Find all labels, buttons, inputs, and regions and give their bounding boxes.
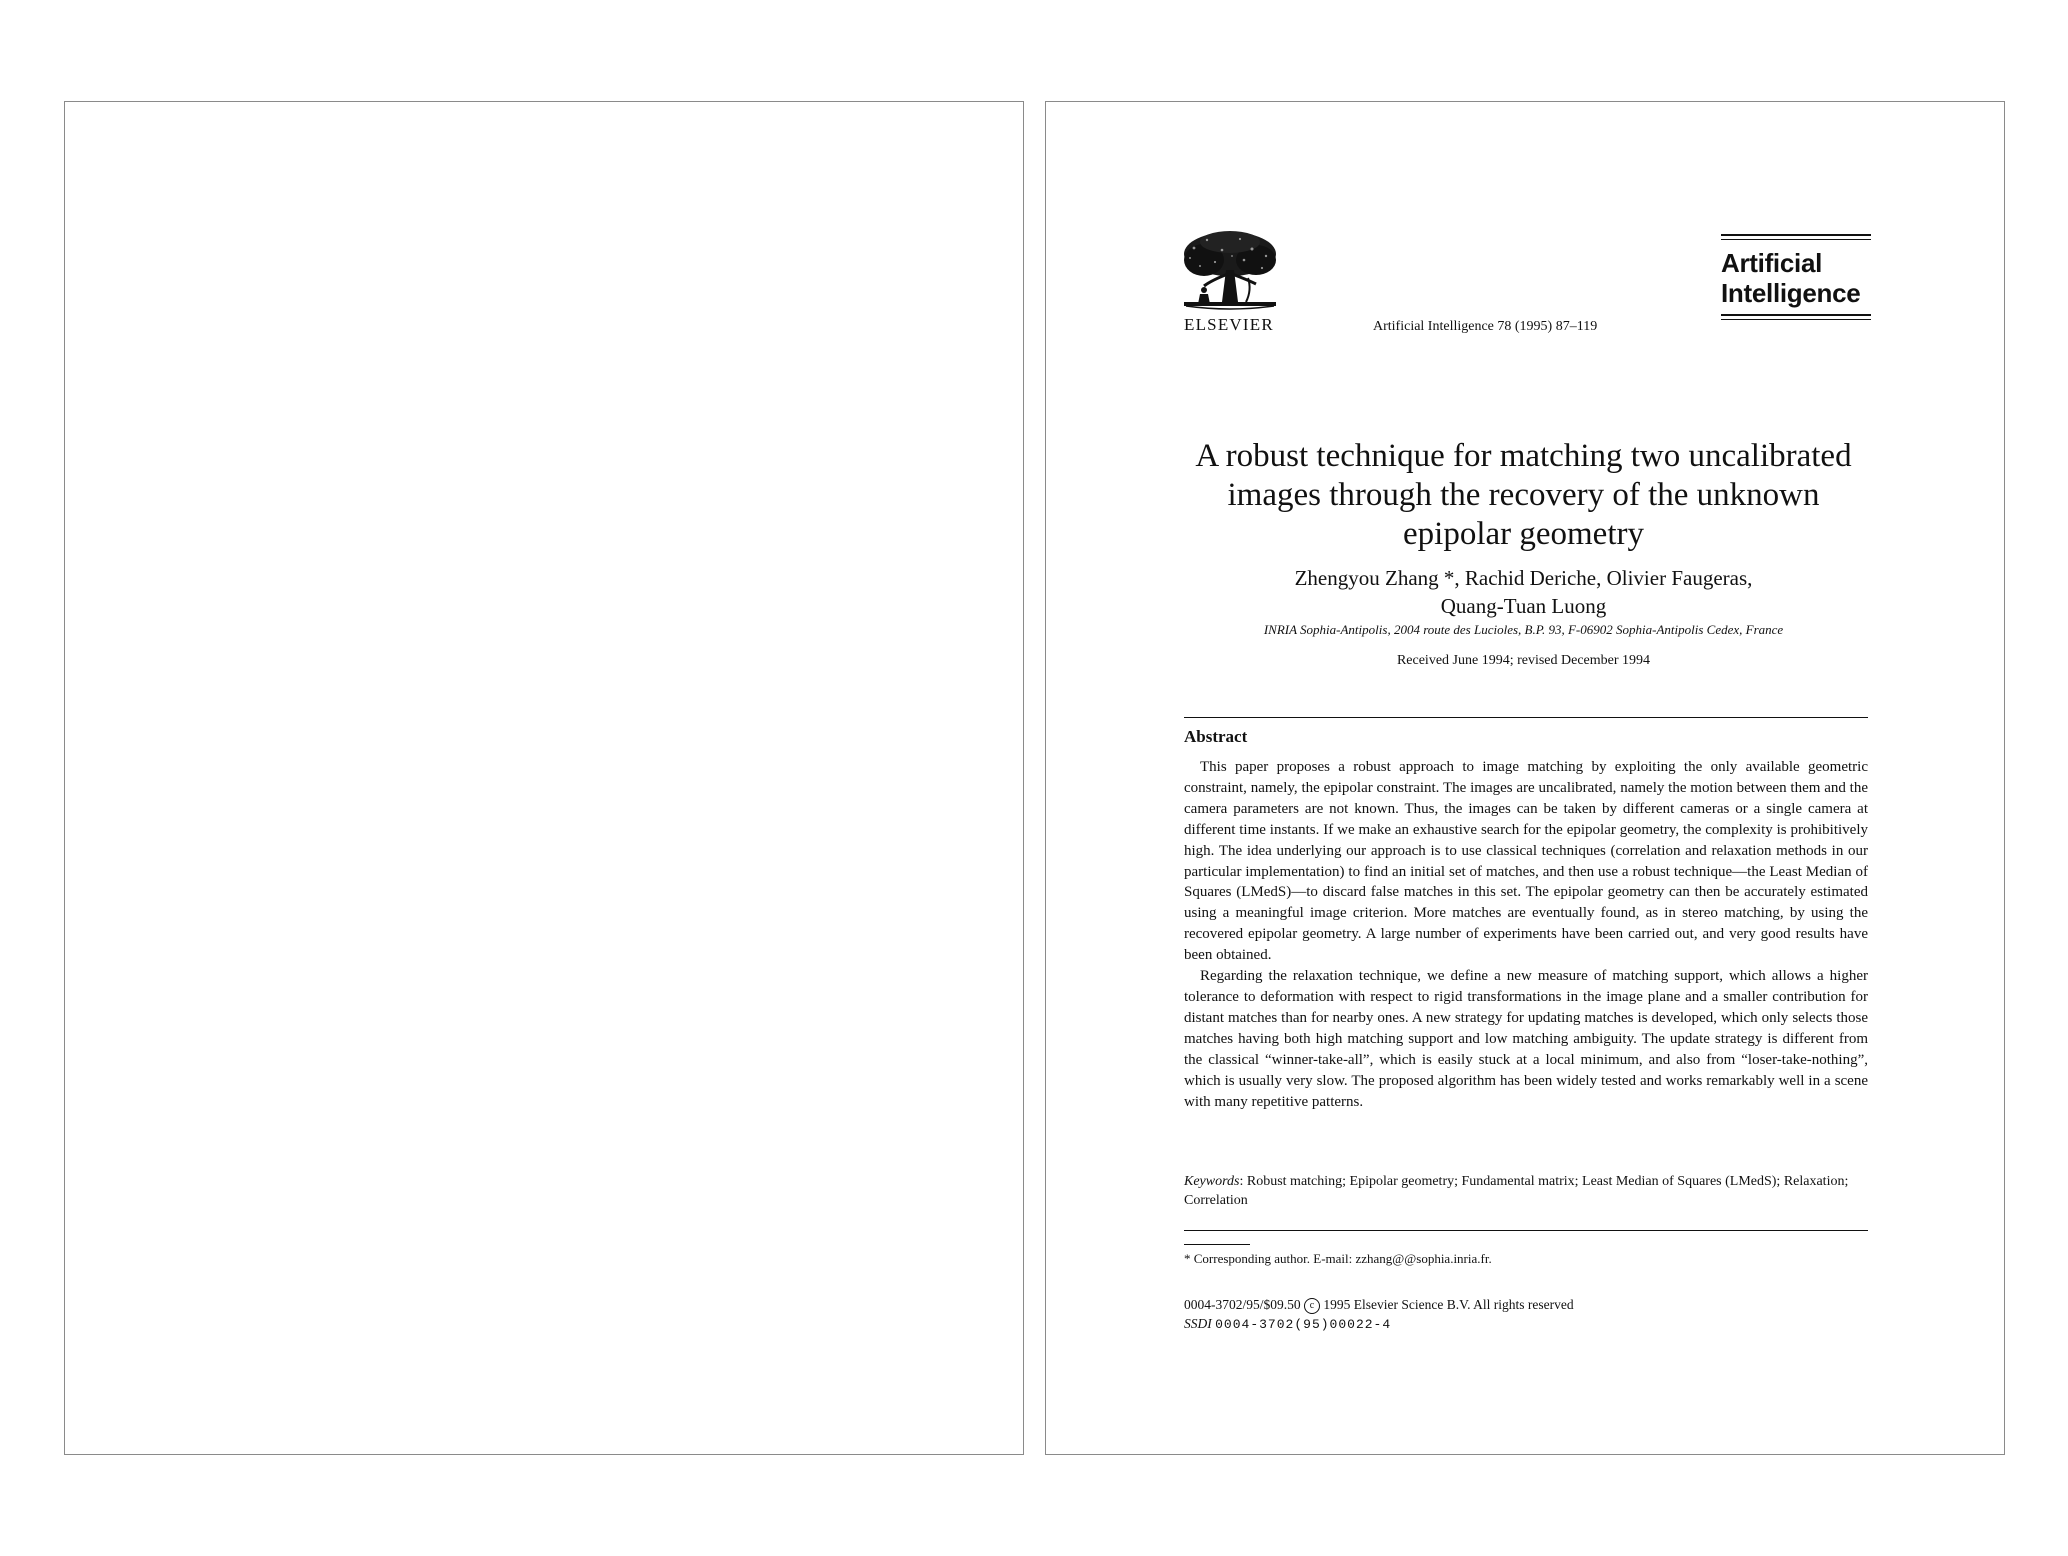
copyright-block (1184, 1295, 1574, 1334)
masthead-bottom-rule (1721, 314, 1871, 320)
received-dates: Received June 1994; revised December 1994 (1396, 653, 1651, 668)
blank-left-page (64, 101, 1024, 1455)
abstract-paragraph: This paper proposes a robust approach to image matching by exploiting the only available geometric constraint, namely, the epipolar constraint. The images are uncalibrated, namely the motion between them and the camera parameters are not known. Thus, the images can be taken by different cameras or a single camera at different time instants. If we make an exhaustive search for the epipolar geometry, the complexity is prohibitively high. The idea underlying our approach is to use classical techniques (correlation and relaxation methods in our particular implementation) to find an initial set of matches, and then use a robust technique—the Least Median of Squares (LMedS)—to discard false matches in this set. The epipolar geometry can then be accurately estimated using a meaningful image criterion. More matches are eventually found, as in stereo matching, by using the recovered epipolar geometry. A large number of experiments have been carried out, and very good results have been obtained. (1184, 759, 1868, 964)
article-title (1156, 437, 1891, 554)
keywords (1184, 1172, 1868, 1210)
authors-line1: Zhengyou Zhang *, Rachid Deriche, Olivier Faugeras, (1294, 566, 1753, 590)
keywords-label: Keywords (1184, 1174, 1240, 1189)
journal-citation: Artificial Intelligence 78 (1995) 87–119 (1373, 319, 1598, 334)
ssdi-code: 0004-3702(95)00022-4 (1215, 1317, 1392, 1332)
corresponding-author-footnote: * Corresponding author. E-mail: zzhang@@sophia.inria.fr. (1184, 1251, 1492, 1266)
journal-masthead (1721, 234, 1871, 320)
copyright-text: 1995 Elsevier Science B.V. All rights reserved (1323, 1297, 1574, 1312)
abstract-top-rule (1184, 717, 1868, 718)
title-line: epipolar geometry (1403, 516, 1644, 552)
copyright-line (1184, 1295, 1574, 1314)
journal-name-line1: Artificial (1721, 248, 1823, 278)
masthead-top-rule (1721, 234, 1871, 240)
abstract-bottom-rule (1184, 1230, 1868, 1231)
abstract-heading: Abstract (1184, 727, 1248, 746)
footnote-rule (1184, 1244, 1250, 1245)
abstract-paragraph: Regarding the relaxation technique, we define a new measure of matching support, which allows a higher tolerance to deformation with respect to rigid transformations in the image plane and a smaller contribution for distant matches than for nearby ones. A new strategy for updating matches is developed, which only selects those matches having both high matching support and low matching ambiguity. The update strategy is different from the classical “winner-take-all”, which is easily stuck at a local minimum, and also from “loser-take-nothing”, which is usually very slow. The proposed algorithm has been widely tested and works remarkably well in a scene with many repetitive patterns. (1184, 968, 1868, 1110)
author-list (1156, 564, 1891, 620)
article-first-page (1045, 101, 2005, 1455)
title-line: images through the recovery of the unknown (1227, 477, 1820, 513)
abstract-body (1184, 757, 1868, 1112)
ssdi-label: SSDI (1184, 1316, 1212, 1331)
elsevier-tree-logo-icon (1182, 230, 1282, 312)
authors-line2: Quang-Tuan Luong (1440, 594, 1607, 618)
keywords-colon: : (1239, 1174, 1247, 1189)
journal-name-line2: Intelligence (1721, 278, 1861, 308)
ssdi-line (1184, 1314, 1574, 1334)
affiliation: INRIA Sophia-Antipolis, 2004 route des Lucioles, B.P. 93, F-06902 Sophia-Antipolis Cedex, France (1263, 622, 1784, 637)
keywords-text: Robust matching; Epipolar geometry; Fundamental matrix; Least Median of Squares (LMedS); Relaxation; Correlation (1184, 1174, 1849, 1208)
journal-name (1721, 248, 1871, 308)
title-line: A robust technique for matching two uncalibrated (1195, 438, 1852, 474)
issn-price: 0004-3702/95/$09.50 (1184, 1297, 1301, 1312)
copyright-icon: c (1304, 1298, 1320, 1314)
publisher-name: ELSEVIER (1184, 315, 1274, 334)
